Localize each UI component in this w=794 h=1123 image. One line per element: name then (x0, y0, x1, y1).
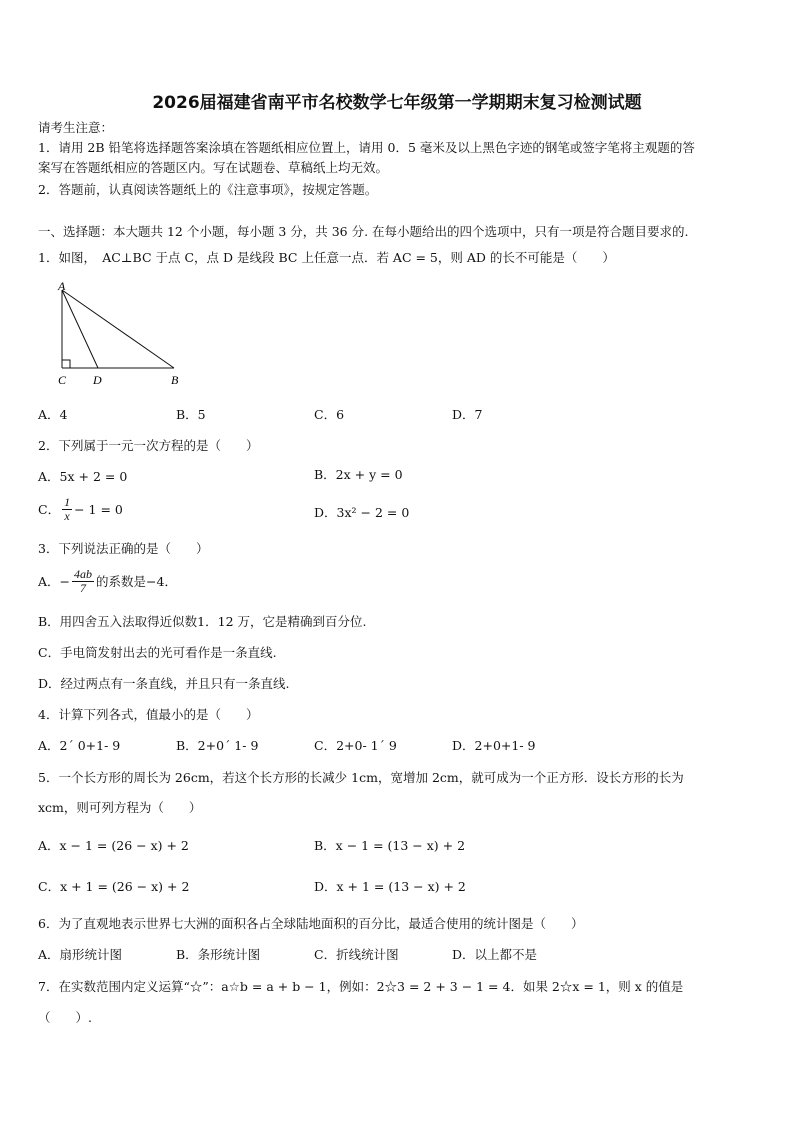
q6-option-b: B．条形统计图 (176, 947, 261, 962)
q7-stem-line-2: （ ）. (38, 1010, 92, 1025)
q6-stem: 6．为了直观地表示世界七大洲的面积各占全球陆地面积的百分比，最适合使用的统计图是（ ） (38, 916, 584, 931)
q4-option-c: C．2+0- 1´ 9 (314, 738, 397, 753)
fraction-numerator: 4ab (74, 567, 93, 581)
q2-option-c-rest: − 1 = 0 (74, 501, 123, 517)
q2-option-c (38, 496, 123, 523)
notice-heading: 请考生注意： (38, 120, 114, 135)
q3-option-c: C．手电筒发射出去的光可看作是一条直线. (38, 645, 277, 660)
q5-option-c: C．x + 1 = (26 − x) + 2 (38, 879, 190, 894)
q3-option-a-label: A．− (38, 573, 71, 589)
q4-option-b: B．2+0´ 1- 9 (176, 738, 259, 753)
label-b: B (171, 373, 179, 387)
q3-stem: 3．下列说法正确的是（ ） (38, 541, 209, 556)
q6-option-c: C．折线统计图 (314, 947, 399, 962)
page-title: 2026届福建省南平市名校数学七年级第一学期期末复习检测试题 (152, 93, 642, 113)
q5-option-b: B．x − 1 = (13 − x) + 2 (314, 838, 466, 853)
right-angle-mark (62, 360, 70, 368)
q2-option-d: D．3x² − 2 = 0 (314, 505, 410, 520)
q4-stem: 4．计算下列各式，值最小的是（ ） (38, 707, 259, 722)
q3-option-b: B．用四舍五入法取得近似数1．12 万，它是精确到百分位. (38, 614, 367, 629)
q1-stem: 1．如图， AC⊥BC 于点 C，点 D 是线段 BC 上任意一点．若 AC = 5，则 AD 的长不可能是（ ） (38, 250, 615, 265)
q5-stem-line-1: 5．一个长方形的周长为 26cm，若这个长方形的长减少 1cm，宽增加 2cm，就可成为一个正方形．设长方形的长为 (38, 770, 684, 785)
section-1-header: 一、选择题：本大题共 12 个小题，每小题 3 分，共 36 分. 在每小题给出的四个选项中，只有一项是符合题目要求的. (38, 224, 689, 239)
notice-item-1-line-2: 案写在答题纸相应的答题区内。写在试题卷、草稿纸上均无效。 (38, 160, 389, 175)
q1-option-c: C．6 (314, 407, 345, 422)
fraction-numerator: 1 (64, 495, 71, 509)
q3-option-a-rest: 的系数是−4． (96, 573, 177, 589)
q1-triangle-figure (50, 280, 190, 390)
q1-option-d: D．7 (452, 407, 483, 422)
fraction-denominator: 7 (80, 581, 87, 595)
q1-option-a: A．4 (38, 407, 68, 422)
q6-option-a: A．扇形统计图 (38, 947, 123, 962)
q4-option-a: A．2´ 0+1- 9 (38, 738, 121, 753)
q3-option-a-fraction (72, 568, 94, 595)
notice-item-1-line-1: 1．请用 2B 铅笔将选择题答案涂填在答题纸相应位置上，请用 0．5 毫米及以上黑色字迹的钢笔或签字笔将主观题的答 (38, 140, 695, 155)
q2-option-a: A．5x + 2 = 0 (38, 469, 128, 484)
q7-stem-line-1: 7．在实数范围内定义运算“☆”：a☆b = a + b − 1，例如：2☆3 = 2 + 3 − 1 = 4．如果 2☆x = 1，则 x 的值是 (38, 979, 684, 994)
q2-option-b: B．2x + y = 0 (314, 467, 403, 482)
q6-option-d: D．以上都不是 (452, 947, 538, 962)
q3-option-a (38, 568, 177, 595)
q5-option-d: D．x + 1 = (13 − x) + 2 (314, 879, 466, 894)
segment-ab (62, 290, 174, 368)
label-a: A (58, 280, 66, 293)
segment-ad (62, 290, 98, 368)
q5-option-a: A．x − 1 = (26 − x) + 2 (38, 838, 189, 853)
q2-stem: 2．下列属于一元一次方程的是（ ） (38, 438, 259, 453)
q4-option-d: D．2+0+1- 9 (452, 738, 536, 753)
label-d: D (93, 373, 102, 387)
q1-option-b: B．5 (176, 407, 206, 422)
label-c: C (58, 373, 67, 387)
q5-stem-line-2: xcm，则可列方程为（ ） (38, 800, 202, 815)
fraction-denominator: x (64, 509, 70, 523)
q3-option-d: D．经过两点有一条直线，并且只有一条直线. (38, 676, 290, 691)
q2-option-c-fraction (62, 496, 72, 523)
notice-item-2: 2．答题前，认真阅读答题纸上的《注意事项》，按规定答题。 (38, 182, 378, 197)
q2-option-c-label: C． (38, 501, 61, 517)
